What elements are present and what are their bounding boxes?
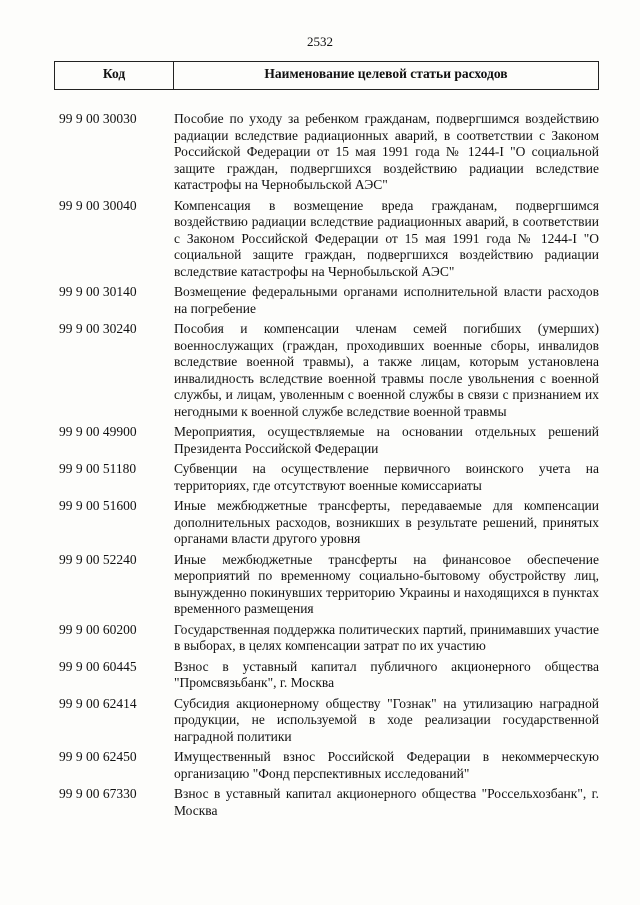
row-code: 99 9 00 60200 [59,621,137,637]
table-row [0,622,640,655]
table-body [0,111,640,823]
row-name: Пособие по уходу за ребенком гражданам, подвергшимся воздействию радиации вследствие радиационных аварий, в соответствии с Законом Российской Федерации от 15 мая 1991 года № 1244-I "О социальной защите граждан, подвергшихся воздействию радиации вследствие катастрофы на Чернобыльской АЭС" [174,111,600,192]
page-number: 2532 [307,34,333,49]
row-code: 99 9 00 67330 [59,786,137,801]
column-header-code: Код [55,62,174,89]
table-row [0,552,640,618]
table-row [0,321,640,420]
row-name: Пособия и компенсации членам семей погибших (умерших) военнослужащих (граждан, проходивших военные сборы, инвалидов вследствие военной травмы), а также лицам, которым установлена инвалидность вследствие военной травмы после увольнения с военной службы, и лицам, уволенным с военной службы в связи с признанием их негодными к военной службе вследствие военной травмы [174,321,599,419]
table-row [0,659,640,692]
row-code: 99 9 00 49900 [59,424,137,439]
table-row [0,696,640,746]
row-name: Субсидия акционерному обществу "Гознак" на утилизацию наградной продукции, не используемой в ходе реализации государственной наградной политики [174,695,599,744]
row-name: Иные межбюджетные трансферты, передаваемые для компенсации дополнительных расходов, возникших в результате решений, принятых органами власти другого уровня [174,498,599,546]
row-code: 99 9 00 62414 [59,695,137,711]
row-name: Возмещение федеральными органами исполнительной власти расходов на погребение [174,284,599,316]
row-code: 99 9 00 51180 [59,461,137,476]
table-row [0,111,640,194]
row-name: Субвенции на осуществление первичного воинского учета на территориях, где отсутствуют военные комиссариаты [174,461,599,493]
row-name: Имущественный взнос Российской Федерации в некоммерческую организацию "Фонд перспективных исследований" [174,749,599,781]
column-header-name: Наименование целевой статьи расходов [264,65,508,81]
table-row [0,198,640,281]
row-name: Мероприятия, осуществляемые на основании отдельных решений Президента Российской Федерации [174,424,599,456]
row-name: Взнос в уставный капитал акционерного общества "Россельхозбанк", г. Москва [174,786,599,818]
row-code: 99 9 00 30040 [59,197,137,213]
table-row [0,786,640,819]
table-row [0,424,640,457]
row-name: Иные межбюджетные трансферты на финансовое обеспечение мероприятий по временному социально-бытовому обустройству лиц, вынужденно покинувших территорию Украины и находящихся в пунктах временного размещения [174,551,599,616]
row-code: 99 9 00 30240 [59,321,137,336]
row-name: Взнос в уставный капитал публичного акционерного общества "Промсвязьбанк", г. Москва [174,658,599,690]
row-code: 99 9 00 62450 [59,749,137,764]
table-row [0,461,640,494]
table-row [0,284,640,317]
row-code: 99 9 00 60445 [59,658,137,674]
table-row [0,749,640,782]
row-code: 99 9 00 30030 [59,111,137,126]
row-code: 99 9 00 30140 [59,284,137,299]
row-code: 99 9 00 51600 [59,498,137,513]
row-name: Государственная поддержка политических партий, принимавших участие в выборах, в целях компенсации затрат по их участию [174,621,599,653]
row-code: 99 9 00 52240 [59,551,137,567]
table-header [54,61,599,90]
row-name: Компенсация в возмещение вреда гражданам, подвергшимся воздействию радиации вследствие радиационных аварий, в соответствии с Законом Российской Федерации от 15 мая 1991 года № 1244-I "О социальной защите граждан, подвергшихся воздействию радиации вследствие катастрофы на Чернобыльской АЭС" [174,197,599,279]
table-row [0,498,640,548]
